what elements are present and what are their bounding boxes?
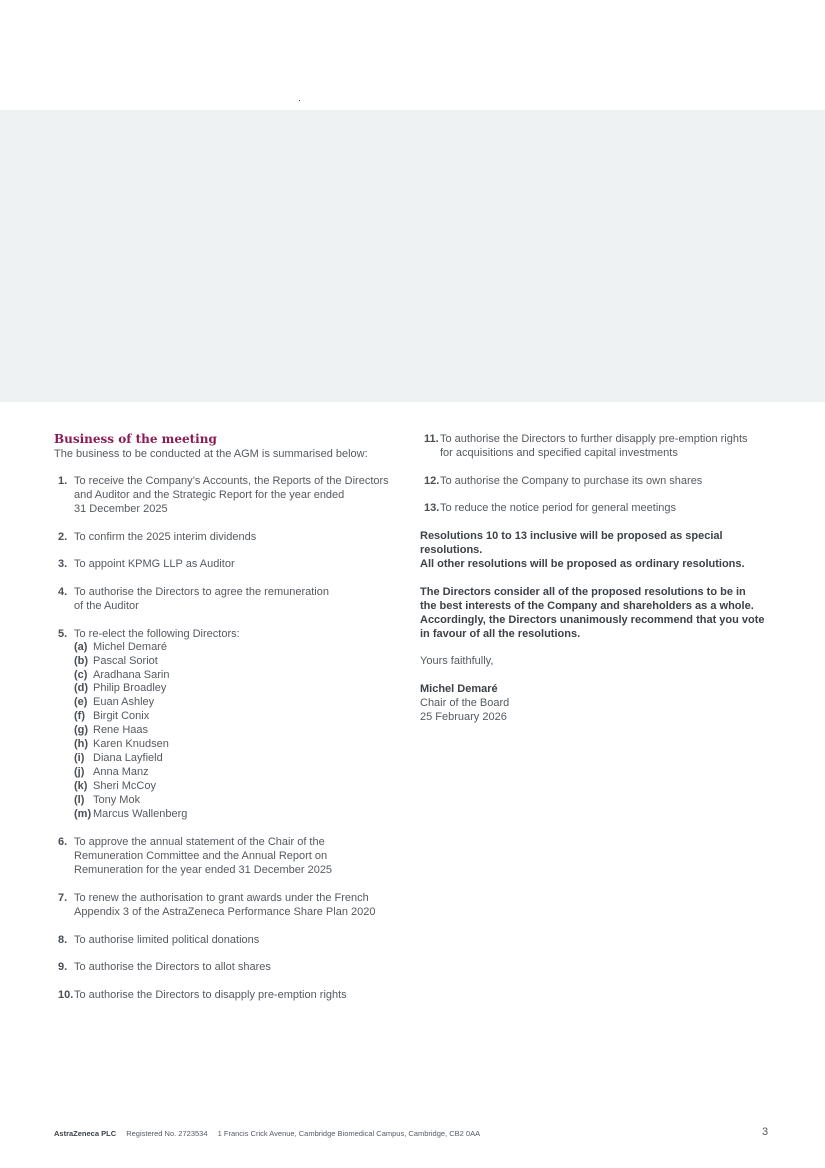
resolution-item: [420, 474, 780, 488]
director-name: Euan Ashley: [93, 696, 155, 709]
director-item: [74, 724, 414, 738]
intro-text: The business to be conducted at the AGM is summarised below:: [54, 448, 368, 460]
resolution-number: 3.: [58, 558, 68, 571]
closing-salutation: Yours faithfully,: [420, 655, 494, 668]
footer-company: AstraZeneca PLC: [54, 1129, 117, 1138]
director-name: Anna Manz: [93, 765, 149, 778]
resolution-text: To re-elect the following Directors: (a) Michel Demaré (b) Pascal Soriot (c) Aradhana Sarin (d) Philip Broadley (e) Euan Ashley (f) Birgit Conix (g) Rene Haas (h) Karen Knudsen (i) Diana Layfield (j) Anna Manz (k) Sheri McCoy (l) Tony Mok (m) Marcus Wallenberg: [74, 627, 414, 822]
footer-registration: Registered No. 2723534: [126, 1129, 208, 1138]
resolution-text: To reduce the notice period for general meetings: [440, 502, 677, 515]
director-letter: (d): [74, 682, 89, 695]
resolution-number: 9.: [58, 961, 68, 974]
resolution-item: [54, 474, 414, 516]
director-item: [74, 682, 414, 696]
director-item: [74, 738, 414, 752]
signature-date: 25 February 2026: [420, 710, 507, 723]
signatory-name: Michel Demaré: [420, 682, 498, 695]
resolution-text: To authorise the Company to purchase its own shares: [440, 474, 703, 487]
page-number: 3: [762, 1126, 769, 1138]
resolution-item: [54, 960, 414, 974]
resolution-item: [54, 627, 414, 822]
resolution-item: [420, 432, 780, 460]
signatory-title: Chair of the Board: [420, 696, 510, 709]
director-letter: (g): [74, 724, 89, 737]
resolution-item: [420, 501, 780, 515]
director-letter: (f): [74, 710, 85, 723]
resolution-number: 11.: [424, 433, 439, 445]
footer-address: 1 Francis Crick Avenue, Cambridge Biomedical Campus, Cambridge, CB2 0AA: [217, 1129, 481, 1138]
director-letter: (e): [74, 696, 88, 709]
director-name: Michel Demaré: [93, 640, 167, 653]
resolution-number: 13.: [424, 502, 440, 515]
director-letter: (j): [74, 765, 85, 778]
director-name: Pascal Soriot: [93, 654, 158, 667]
resolution-item: [54, 835, 414, 877]
director-letter: (c): [74, 668, 88, 681]
director-name: Tony Mok: [93, 793, 141, 806]
director-letter: (i): [74, 752, 85, 764]
signature-block: [420, 682, 780, 724]
director-name: Rene Haas: [93, 724, 149, 737]
director-item: [74, 710, 414, 724]
director-letter: (m): [74, 807, 92, 820]
hero-image-placeholder: [0, 110, 825, 402]
resolution-number: 5.: [58, 627, 68, 640]
resolution-number: 6.: [58, 836, 68, 849]
resolution-text: To receive the Company’s Accounts, the Reports of the Directors and Auditor and the Strategic Report for the year ended 31 December 2025: [74, 475, 389, 515]
special-resolutions-note: Resolutions 10 to 13 inclusive will be proposed as special resolutions. All other resolutions will be proposed as ordinary resolutions.: [420, 530, 745, 571]
director-item: [74, 780, 414, 794]
director-letter: (a): [74, 640, 88, 653]
section-heading: Business of the meeting: [54, 432, 217, 446]
director-item: [74, 641, 414, 655]
resolution-list-continued: [420, 432, 780, 515]
resolution-item: [54, 988, 414, 1002]
director-item: [74, 655, 414, 669]
director-item: [74, 669, 414, 683]
resolution-number: 1.: [58, 475, 68, 487]
resolution-text: To authorise the Directors to disapply pre-emption rights: [74, 988, 347, 1001]
resolution-text: To authorise the Directors to further disapply pre-emption rights for acquisitions and specified capital investments: [440, 433, 748, 459]
left-column: [54, 432, 414, 1016]
director-item: [74, 808, 414, 822]
resolution-list: [54, 474, 414, 1002]
director-name: Sheri McCoy: [93, 779, 156, 792]
resolution-text: To authorise the Directors to allot shares: [74, 961, 271, 974]
resolution-number: 2.: [58, 530, 68, 543]
resolution-text: To authorise limited political donations: [74, 933, 260, 946]
director-letter: (h): [74, 738, 89, 751]
page-footer: [54, 1129, 480, 1138]
resolution-text: To confirm the 2025 interim dividends: [74, 530, 257, 543]
resolution-item: [54, 585, 414, 613]
right-column: [420, 432, 780, 724]
director-name: Marcus Wallenberg: [93, 807, 188, 820]
resolution-text: To renew the authorisation to grant awards under the French Appendix 3 of the AstraZeneca Performance Share Plan 2020: [74, 891, 376, 918]
resolution-number: 12.: [424, 474, 440, 487]
resolution-number: 4.: [58, 586, 68, 599]
director-letter: (b): [74, 654, 89, 667]
resolution-number: 8.: [58, 933, 68, 946]
director-name: Diana Layfield: [93, 752, 163, 764]
resolution-text: To appoint KPMG LLP as Auditor: [74, 558, 235, 571]
director-name: Karen Knudsen: [93, 738, 169, 751]
resolution-item: [54, 933, 414, 947]
director-name: Philip Broadley: [93, 682, 167, 695]
director-item: [74, 752, 414, 766]
resolution-item: [54, 557, 414, 571]
director-item: [74, 696, 414, 710]
resolution-text: To approve the annual statement of the Chair of the Remuneration Committee and the Annual Report on Remuneration for the year ended 31 December 2025: [74, 836, 333, 877]
director-item: [74, 766, 414, 780]
resolution-item: [54, 530, 414, 544]
resolution-text: To authorise the Directors to agree the remuneration of the Auditor: [74, 586, 329, 613]
resolution-number: 7.: [58, 891, 68, 904]
director-letter: (k): [74, 779, 88, 792]
directors-recommendation: The Directors consider all of the proposed resolutions to be in the best interests of the Company and shareholders as a whole. Accordingly, the Directors unanimously recommend that you vote in favour of all the resolutions.: [420, 585, 765, 640]
director-item: [74, 794, 414, 808]
director-name: Birgit Conix: [93, 710, 150, 723]
resolution-number: 10.: [58, 988, 74, 1001]
director-letter: (l): [74, 793, 85, 806]
decorative-dot: [299, 100, 300, 101]
director-name: Aradhana Sarin: [93, 668, 170, 681]
resolution-item: [54, 891, 414, 919]
